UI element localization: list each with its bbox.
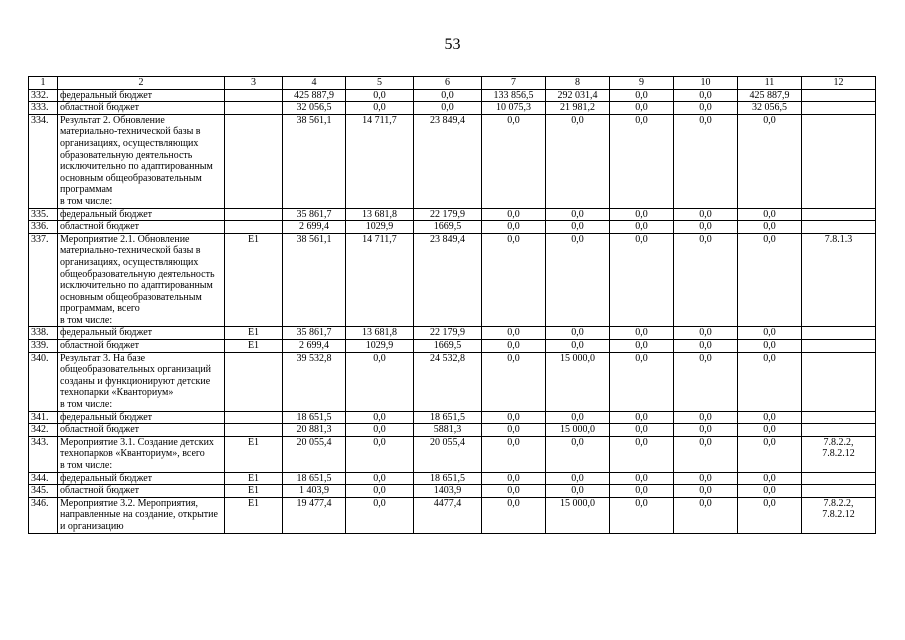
row-number: 342. <box>29 424 58 437</box>
cell-c3: Е1 <box>225 327 283 340</box>
table-row <box>29 485 876 498</box>
column-header: 12 <box>802 77 876 90</box>
cell-c8: 0,0 <box>546 485 610 498</box>
cell-c3 <box>225 102 283 115</box>
cell-c6: 24 532,8 <box>414 352 482 411</box>
cell-c12 <box>802 208 876 221</box>
table-row <box>29 411 876 424</box>
row-name: областной бюджет <box>58 485 225 498</box>
cell-c10: 0,0 <box>674 411 738 424</box>
cell-c3 <box>225 352 283 411</box>
row-number: 335. <box>29 208 58 221</box>
row-number: 334. <box>29 114 58 208</box>
cell-c6: 20 055,4 <box>414 436 482 472</box>
cell-c8: 292 031,4 <box>546 89 610 102</box>
cell-c6: 22 179,9 <box>414 327 482 340</box>
cell-c12: 7.8.2.2, 7.8.2.12 <box>802 436 876 472</box>
cell-c7: 0,0 <box>482 340 546 353</box>
column-header: 9 <box>610 77 674 90</box>
table-row <box>29 436 876 472</box>
cell-c12 <box>802 89 876 102</box>
table-row <box>29 208 876 221</box>
cell-c5: 0,0 <box>346 411 414 424</box>
table-row <box>29 497 876 533</box>
cell-c4: 18 651,5 <box>283 411 346 424</box>
column-header: 4 <box>283 77 346 90</box>
cell-c10: 0,0 <box>674 89 738 102</box>
table-row <box>29 340 876 353</box>
cell-c11: 32 056,5 <box>738 102 802 115</box>
row-number: 337. <box>29 233 58 327</box>
cell-c11: 0,0 <box>738 352 802 411</box>
cell-c8: 21 981,2 <box>546 102 610 115</box>
cell-c12 <box>802 340 876 353</box>
cell-c4: 2 699,4 <box>283 340 346 353</box>
cell-c5: 0,0 <box>346 424 414 437</box>
cell-c3: Е1 <box>225 485 283 498</box>
cell-c9: 0,0 <box>610 102 674 115</box>
cell-c3: Е1 <box>225 497 283 533</box>
cell-c4: 425 887,9 <box>283 89 346 102</box>
cell-c7: 0,0 <box>482 233 546 327</box>
cell-c10: 0,0 <box>674 424 738 437</box>
cell-c4: 38 561,1 <box>283 233 346 327</box>
cell-c6: 18 651,5 <box>414 411 482 424</box>
cell-c3 <box>225 221 283 234</box>
row-number: 343. <box>29 436 58 472</box>
cell-c5: 14 711,7 <box>346 233 414 327</box>
cell-c8: 0,0 <box>546 327 610 340</box>
header-row <box>29 77 876 90</box>
table-body <box>29 89 876 533</box>
cell-c3 <box>225 411 283 424</box>
cell-c12 <box>802 102 876 115</box>
cell-c11: 0,0 <box>738 472 802 485</box>
cell-c5: 0,0 <box>346 472 414 485</box>
cell-c12 <box>802 485 876 498</box>
cell-c10: 0,0 <box>674 102 738 115</box>
row-number: 345. <box>29 485 58 498</box>
cell-c10: 0,0 <box>674 485 738 498</box>
cell-c11: 0,0 <box>738 327 802 340</box>
cell-c8: 0,0 <box>546 411 610 424</box>
row-name: Мероприятие 2.1. Обновление материально-технической базы в организациях, осуществляющих общеобразовательную деятельность исключительно по адаптированным основным общеобразовательным программам, всего в том числе: <box>58 233 225 327</box>
cell-c6: 5881,3 <box>414 424 482 437</box>
cell-c4: 20 055,4 <box>283 436 346 472</box>
cell-c9: 0,0 <box>610 340 674 353</box>
cell-c10: 0,0 <box>674 208 738 221</box>
cell-c7: 0,0 <box>482 411 546 424</box>
cell-c9: 0,0 <box>610 89 674 102</box>
cell-c12 <box>802 424 876 437</box>
cell-c4: 18 651,5 <box>283 472 346 485</box>
cell-c3: Е1 <box>225 233 283 327</box>
row-name: областной бюджет <box>58 424 225 437</box>
row-number: 339. <box>29 340 58 353</box>
cell-c6: 4477,4 <box>414 497 482 533</box>
row-name: Мероприятие 3.1. Создание детских технопарков «Кванториум», всего в том числе: <box>58 436 225 472</box>
cell-c6: 1669,5 <box>414 221 482 234</box>
cell-c12 <box>802 114 876 208</box>
cell-c10: 0,0 <box>674 472 738 485</box>
row-name: областной бюджет <box>58 221 225 234</box>
cell-c3: Е1 <box>225 436 283 472</box>
cell-c6: 22 179,9 <box>414 208 482 221</box>
cell-c3: Е1 <box>225 340 283 353</box>
table-row <box>29 352 876 411</box>
cell-c8: 0,0 <box>546 221 610 234</box>
row-number: 333. <box>29 102 58 115</box>
row-name: областной бюджет <box>58 102 225 115</box>
cell-c9: 0,0 <box>610 411 674 424</box>
cell-c3 <box>225 89 283 102</box>
cell-c7: 0,0 <box>482 208 546 221</box>
cell-c5: 14 711,7 <box>346 114 414 208</box>
cell-c7: 0,0 <box>482 424 546 437</box>
cell-c4: 19 477,4 <box>283 497 346 533</box>
cell-c4: 2 699,4 <box>283 221 346 234</box>
cell-c11: 0,0 <box>738 485 802 498</box>
cell-c5: 0,0 <box>346 352 414 411</box>
cell-c4: 20 881,3 <box>283 424 346 437</box>
row-name: федеральный бюджет <box>58 411 225 424</box>
cell-c5: 0,0 <box>346 436 414 472</box>
cell-c7: 0,0 <box>482 221 546 234</box>
row-number: 332. <box>29 89 58 102</box>
cell-c8: 0,0 <box>546 233 610 327</box>
cell-c4: 35 861,7 <box>283 327 346 340</box>
cell-c3 <box>225 114 283 208</box>
cell-c4: 32 056,5 <box>283 102 346 115</box>
cell-c8: 0,0 <box>546 340 610 353</box>
cell-c8: 0,0 <box>546 436 610 472</box>
cell-c6: 23 849,4 <box>414 114 482 208</box>
column-header: 3 <box>225 77 283 90</box>
row-name: федеральный бюджет <box>58 89 225 102</box>
cell-c9: 0,0 <box>610 352 674 411</box>
page-number: 53 <box>444 36 461 53</box>
cell-c9: 0,0 <box>610 208 674 221</box>
cell-c9: 0,0 <box>610 233 674 327</box>
cell-c10: 0,0 <box>674 221 738 234</box>
row-name: Мероприятие 3.2. Мероприятия, направленные на создание, открытие и организацию <box>58 497 225 533</box>
cell-c7: 0,0 <box>482 352 546 411</box>
cell-c3: Е1 <box>225 472 283 485</box>
cell-c12: 7.8.1.3 <box>802 233 876 327</box>
cell-c5: 0,0 <box>346 102 414 115</box>
cell-c9: 0,0 <box>610 497 674 533</box>
cell-c11: 0,0 <box>738 424 802 437</box>
row-number: 346. <box>29 497 58 533</box>
cell-c10: 0,0 <box>674 497 738 533</box>
cell-c5: 1029,9 <box>346 340 414 353</box>
cell-c10: 0,0 <box>674 436 738 472</box>
cell-c11: 0,0 <box>738 208 802 221</box>
row-name: Результат 2. Обновление материально-технической базы в организациях, осуществляющих образовательную деятельность исключительно по адаптированным основным общеобразовательным программам в том числе: <box>58 114 225 208</box>
cell-c5: 0,0 <box>346 497 414 533</box>
cell-c8: 0,0 <box>546 208 610 221</box>
cell-c10: 0,0 <box>674 114 738 208</box>
cell-c8: 0,0 <box>546 114 610 208</box>
cell-c8: 15 000,0 <box>546 497 610 533</box>
table-row <box>29 233 876 327</box>
cell-c6: 0,0 <box>414 102 482 115</box>
cell-c11: 0,0 <box>738 233 802 327</box>
column-header: 7 <box>482 77 546 90</box>
cell-c6: 1403,9 <box>414 485 482 498</box>
cell-c6: 18 651,5 <box>414 472 482 485</box>
row-name: федеральный бюджет <box>58 327 225 340</box>
table-row <box>29 114 876 208</box>
cell-c11: 0,0 <box>738 497 802 533</box>
cell-c4: 35 861,7 <box>283 208 346 221</box>
table-row <box>29 472 876 485</box>
column-header: 6 <box>414 77 482 90</box>
cell-c7: 0,0 <box>482 327 546 340</box>
cell-c7: 0,0 <box>482 485 546 498</box>
cell-c3 <box>225 208 283 221</box>
cell-c8: 15 000,0 <box>546 352 610 411</box>
row-name: Результат 3. На базе общеобразовательных организаций созданы и функционируют детские технопарки «Кванториум» в том числе: <box>58 352 225 411</box>
cell-c12 <box>802 411 876 424</box>
cell-c5: 13 681,8 <box>346 208 414 221</box>
table-row <box>29 424 876 437</box>
cell-c4: 38 561,1 <box>283 114 346 208</box>
column-header: 10 <box>674 77 738 90</box>
cell-c5: 0,0 <box>346 89 414 102</box>
cell-c11: 0,0 <box>738 436 802 472</box>
cell-c10: 0,0 <box>674 352 738 411</box>
cell-c5: 1029,9 <box>346 221 414 234</box>
cell-c11: 0,0 <box>738 114 802 208</box>
column-header: 2 <box>58 77 225 90</box>
cell-c10: 0,0 <box>674 327 738 340</box>
cell-c8: 0,0 <box>546 472 610 485</box>
row-number: 336. <box>29 221 58 234</box>
row-number: 344. <box>29 472 58 485</box>
cell-c5: 13 681,8 <box>346 327 414 340</box>
cell-c4: 1 403,9 <box>283 485 346 498</box>
column-header: 8 <box>546 77 610 90</box>
cell-c10: 0,0 <box>674 340 738 353</box>
cell-c9: 0,0 <box>610 114 674 208</box>
column-header: 1 <box>29 77 58 90</box>
cell-c6: 0,0 <box>414 89 482 102</box>
cell-c6: 23 849,4 <box>414 233 482 327</box>
cell-c11: 0,0 <box>738 340 802 353</box>
cell-c11: 0,0 <box>738 411 802 424</box>
table-row <box>29 102 876 115</box>
cell-c10: 0,0 <box>674 233 738 327</box>
cell-c8: 15 000,0 <box>546 424 610 437</box>
cell-c7: 133 856,5 <box>482 89 546 102</box>
row-number: 340. <box>29 352 58 411</box>
cell-c9: 0,0 <box>610 327 674 340</box>
cell-c11: 425 887,9 <box>738 89 802 102</box>
column-header: 11 <box>738 77 802 90</box>
cell-c12 <box>802 352 876 411</box>
cell-c7: 10 075,3 <box>482 102 546 115</box>
cell-c12 <box>802 221 876 234</box>
table-row <box>29 89 876 102</box>
cell-c7: 0,0 <box>482 114 546 208</box>
table-row <box>29 327 876 340</box>
cell-c7: 0,0 <box>482 497 546 533</box>
cell-c6: 1669,5 <box>414 340 482 353</box>
row-name: федеральный бюджет <box>58 208 225 221</box>
row-name: областной бюджет <box>58 340 225 353</box>
cell-c7: 0,0 <box>482 472 546 485</box>
cell-c5: 0,0 <box>346 485 414 498</box>
cell-c4: 39 532,8 <box>283 352 346 411</box>
column-header: 5 <box>346 77 414 90</box>
budget-table <box>28 76 876 534</box>
cell-c9: 0,0 <box>610 424 674 437</box>
cell-c3 <box>225 424 283 437</box>
cell-c12 <box>802 472 876 485</box>
row-number: 341. <box>29 411 58 424</box>
row-number: 338. <box>29 327 58 340</box>
cell-c7: 0,0 <box>482 436 546 472</box>
cell-c9: 0,0 <box>610 485 674 498</box>
table-row <box>29 221 876 234</box>
row-name: федеральный бюджет <box>58 472 225 485</box>
cell-c12 <box>802 327 876 340</box>
cell-c9: 0,0 <box>610 221 674 234</box>
cell-c9: 0,0 <box>610 472 674 485</box>
cell-c12: 7.8.2.2, 7.8.2.12 <box>802 497 876 533</box>
cell-c11: 0,0 <box>738 221 802 234</box>
cell-c9: 0,0 <box>610 436 674 472</box>
